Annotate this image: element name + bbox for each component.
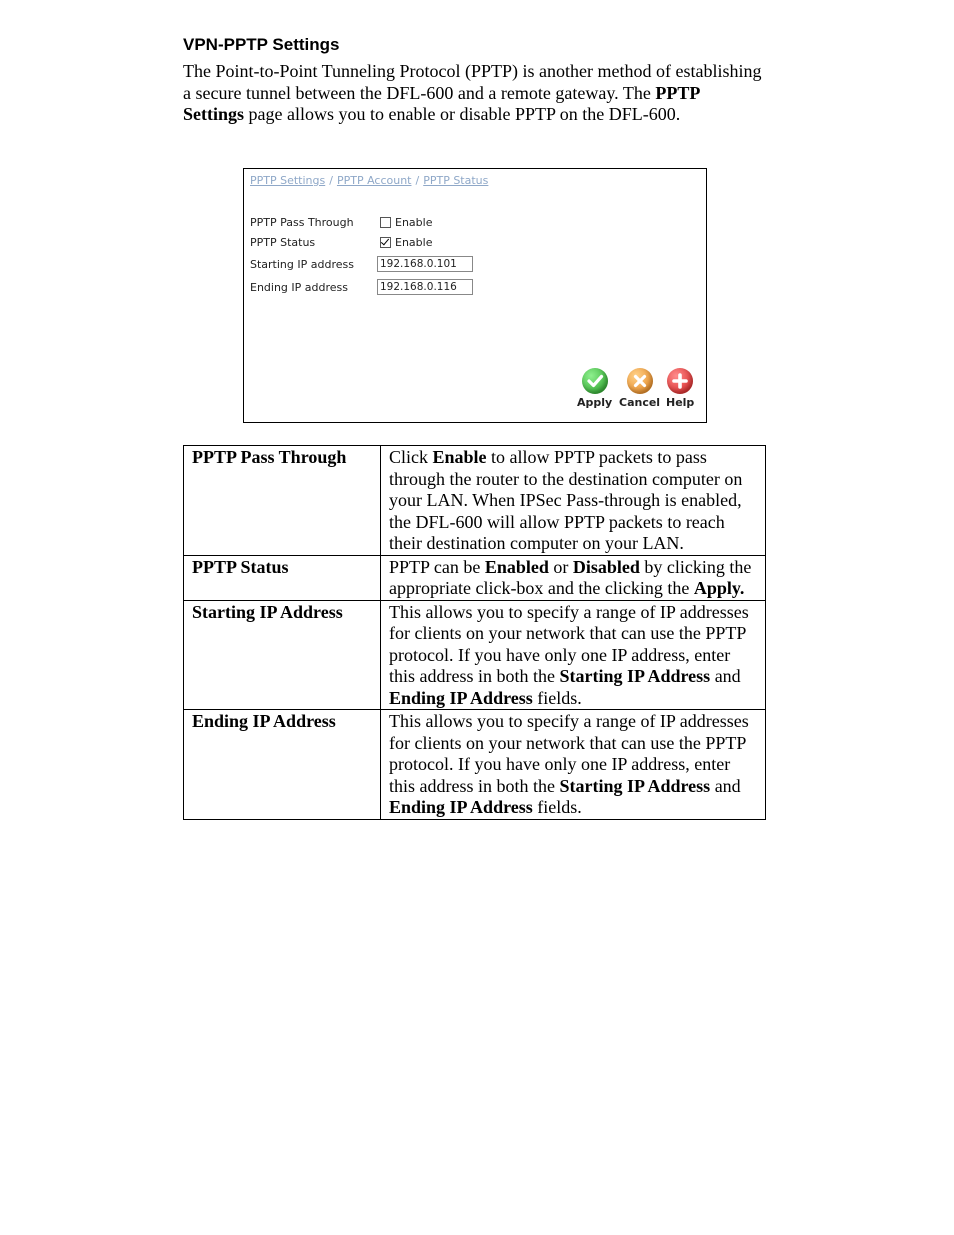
def-text: This allows you to specify a range of IP addresses for clients on your network that can use the PPTP protocol. If you have only one IP address, enter this address in both the	[389, 601, 749, 686]
def-text: by clicking the appropriate click-box and the clicking the	[389, 556, 752, 598]
cancel-button[interactable]	[619, 368, 660, 409]
pass-through-option-label: Enable	[395, 216, 433, 229]
tab-bar	[250, 174, 488, 187]
def-text: fields.	[532, 687, 582, 708]
apply-label: Apply	[577, 396, 613, 409]
tab-pptp-account[interactable]: PPTP Account	[336, 174, 412, 187]
def-text: Click	[389, 447, 433, 467]
def-text: to allow PPTP packets to pass through the router to the destination computer on your LAN. When IPSec Pass-through is enabled, the DFL-600 will allow PPTP packets to reach their destination computer on your LAN.	[389, 447, 743, 553]
intro-bold: PPTP Settings	[183, 82, 700, 124]
def-text: fields.	[532, 797, 582, 817]
cancel-label: Cancel	[619, 396, 661, 409]
table-row	[184, 600, 766, 710]
intro-paragraph	[183, 61, 763, 126]
tab-pptp-status[interactable]: PPTP Status	[423, 174, 489, 187]
definition-cell	[381, 446, 766, 556]
pptp-status-option-label: Enable	[395, 236, 433, 249]
table-row	[184, 555, 766, 600]
def-bold: Enable	[432, 447, 487, 467]
intro-text-1: The Point-to-Point Tunneling Protocol (PPTP) is another method of establishing a secure tunnel between the DFL-600 and a remote gateway. The	[183, 61, 762, 103]
help-label: Help	[666, 396, 695, 409]
plus-icon	[667, 368, 693, 394]
definition-cell	[381, 710, 766, 820]
def-bold: Ending IP Address	[389, 687, 533, 708]
term-cell: Ending IP Address	[184, 710, 381, 820]
end-ip-control	[377, 279, 473, 295]
end-ip-input[interactable]: 192.168.0.116	[377, 279, 473, 295]
def-bold: Disabled	[572, 556, 640, 577]
end-ip-row	[250, 281, 457, 294]
tab-separator: /	[329, 174, 333, 187]
end-ip-label: Ending IP address	[250, 281, 349, 294]
def-bold: Apply.	[693, 578, 745, 598]
definition-cell	[381, 600, 766, 710]
pass-through-checkbox[interactable]	[380, 217, 391, 228]
help-button[interactable]	[666, 368, 694, 409]
table-row	[184, 446, 766, 556]
pptp-status-control	[380, 236, 432, 249]
apply-button[interactable]	[577, 368, 612, 409]
start-ip-label: Starting IP address	[250, 258, 354, 271]
section-heading: VPN-PPTP Settings	[183, 35, 340, 54]
pass-through-row	[250, 216, 433, 229]
start-ip-row	[250, 258, 457, 271]
definition-cell	[381, 555, 766, 600]
def-text: This allows you to specify a range of IP addresses for clients on your network that can use the PPTP protocol. If you have only one IP address, enter this address in both the	[389, 711, 749, 796]
pptp-settings-panel	[243, 168, 707, 423]
tab-separator: /	[415, 174, 420, 187]
def-bold: Starting IP Address	[559, 666, 711, 686]
term-cell: PPTP Pass Through	[184, 446, 381, 556]
x-icon	[627, 368, 653, 394]
check-icon	[582, 368, 608, 394]
def-bold: Ending IP Address	[389, 797, 533, 817]
settings-description-table	[183, 445, 766, 820]
pptp-status-label: PPTP Status	[250, 236, 316, 249]
pass-through-label: PPTP Pass Through	[250, 216, 354, 229]
def-bold: Starting IP Address	[559, 775, 711, 796]
def-text: and	[710, 666, 741, 686]
pptp-status-checkbox[interactable]	[380, 237, 391, 248]
table-row	[184, 710, 766, 820]
def-text: and	[710, 775, 741, 796]
term-cell: PPTP Status	[184, 555, 381, 600]
def-bold: Enabled	[484, 556, 549, 577]
pptp-status-row	[250, 236, 433, 249]
term-cell: Starting IP Address	[184, 600, 381, 710]
start-ip-input[interactable]: 192.168.0.101	[377, 256, 473, 272]
pass-through-control	[380, 216, 432, 229]
def-text: PPTP can be	[389, 556, 485, 577]
start-ip-control	[377, 256, 473, 272]
intro-text-2: page allows you to enable or disable PPTP on the DFL-600.	[244, 104, 681, 124]
def-text: or	[548, 556, 573, 577]
tab-pptp-settings[interactable]: PPTP Settings	[250, 174, 326, 187]
